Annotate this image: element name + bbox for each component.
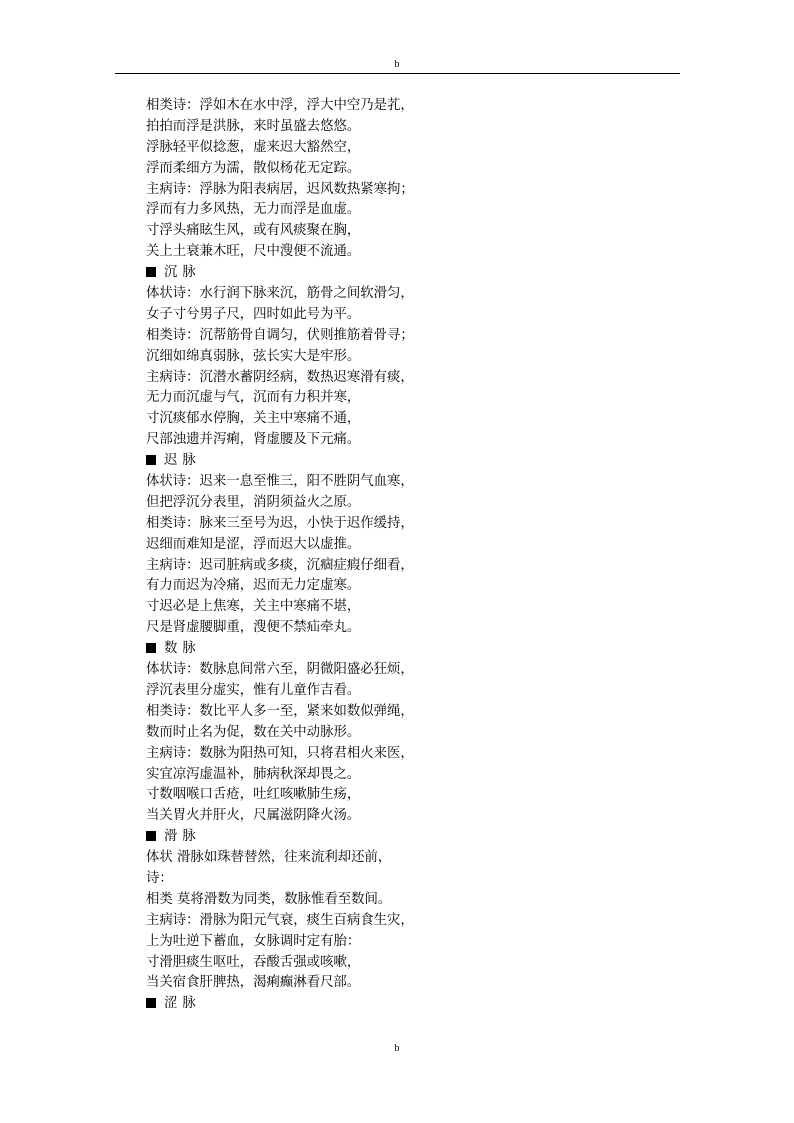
text-line: 寸滑胆痰生呕吐，吞酸舌强或咳嗽，: [146, 954, 361, 970]
text-line: 沉细如绵真弱脉，弦长实大是牢形。: [146, 348, 361, 364]
text-line: 体状诗：数脉息间常六至，阴微阳盛必狂烦，: [146, 662, 414, 678]
black-square-icon: [146, 831, 156, 841]
text-line: 浮脉轻平似捻葱，虚来迟大豁然空，: [146, 139, 361, 155]
text-line: 主病诗：浮脉为阳表病居，迟风数热紧寒拘；: [146, 181, 414, 197]
text-line: 浮而有力多风热，无力而浮是血虚。: [146, 202, 361, 218]
text-line: 主病诗：迟司脏病或多痰，沉痼症瘕仔细看，: [146, 557, 414, 573]
text-line: 迟细而难知是涩，浮而迟大以虚推。: [146, 536, 361, 552]
black-square-icon: [146, 643, 156, 653]
text-line: 相类诗：浮如木在水中浮，浮大中空乃是芤，: [146, 98, 414, 113]
text-line: 相类诗：脉来三至号为迟，小快于迟作缓持，: [146, 515, 414, 531]
text-line: 寸迟必是上焦寒，关主中寒痛不堪，: [146, 599, 361, 615]
section-heading: [146, 263, 706, 284]
text-line: 相类诗：数比平人多一至，紧来如数似弹绳，: [146, 703, 414, 719]
text-line: 主病诗：数脉为阳热可知，只将君相火来医，: [146, 745, 414, 761]
text-line: 体状诗：水行润下脉来沉，筋骨之间软滑匀，: [146, 286, 414, 302]
text-line: 上为吐逆下蓄血，女脉调时定有胎：: [146, 933, 361, 949]
text-line: 相类诗：沉帮筋骨自调匀，伏则推筋着骨寻；: [146, 327, 414, 343]
text-line: 寸浮头痛眩生风，或有风痰聚在胸，: [146, 223, 361, 239]
text-line: 当关宿食肝脾热，渴痢癫淋看尺部。: [146, 975, 361, 991]
text-line: 女子寸兮男子尺，四时如此号为平。: [146, 306, 361, 322]
section-heading-text: 沉脉: [164, 265, 201, 281]
text-line: 浮沉表里分虚实，惟有儿童作吉看。: [146, 682, 361, 698]
text-line: 拍拍而浮是洪脉，来时虽盛去悠悠。: [146, 118, 361, 134]
text-line: 体状诗：迟来一息至惟三，阳不胜阴气血寒，: [146, 474, 414, 490]
text-line: 寸数咽喉口舌疮，吐红咳嗽肺生疡，: [146, 787, 361, 803]
section-heading: [146, 827, 706, 848]
black-square-icon: [146, 455, 156, 465]
text-line: 相类 莫将滑数为同类，数脉惟看至数间。: [146, 891, 392, 907]
text-line: 体状 滑脉如珠替替然，往来流利却还前，: [146, 850, 392, 866]
text-line: 当关胃火并肝火，尺属滋阴降火汤。: [146, 808, 361, 824]
section-heading: [146, 994, 706, 1015]
text-line: 但把浮沉分表里，消阴须益火之原。: [146, 494, 361, 510]
text-line: 数而时止名为促，数在关中动脉形。: [146, 724, 361, 740]
page-header: b: [394, 59, 400, 70]
text-line: 浮而柔细方为濡，散似杨花无定踪。: [146, 160, 361, 176]
section-heading: [146, 639, 706, 660]
black-square-icon: [146, 267, 156, 277]
header-rule: [115, 73, 680, 74]
text-line: 有力而迟为冷痛，迟而无力定虚寒。: [146, 578, 361, 594]
black-square-icon: [146, 998, 156, 1008]
text-line: 实宜凉泻虚温补，肺病秋深却畏之。: [146, 766, 361, 782]
section-heading: [146, 451, 706, 472]
text-line: 关上土衰兼木旺，尺中溲便不流通。: [146, 244, 361, 260]
page-footer: b: [394, 1043, 400, 1054]
text-line: 尺部浊遗并泻痢，肾虚腰及下元痛。: [146, 432, 361, 448]
section-heading-text: 涩脉: [164, 996, 201, 1012]
section-heading-text: 滑脉: [164, 829, 201, 845]
document-body: [146, 96, 706, 1015]
text-line: 主病诗：滑脉为阳元气衰，痰生百病食生灾，: [146, 912, 414, 928]
section-heading-text: 迟脉: [164, 453, 201, 469]
section-heading-text: 数脉: [164, 641, 201, 657]
text-line: 尺是肾虚腰脚重，溲便不禁疝牵丸。: [146, 620, 361, 636]
text-line: 诗：: [146, 870, 173, 886]
text-line: 主病诗：沉潜水蓄阴经病，数热迟寒滑有痰，: [146, 369, 414, 385]
text-line: 无力而沉虚与气，沉而有力积并寒，: [146, 390, 361, 406]
text-line: 寸沉痰郁水停胸，关主中寒痛不通，: [146, 411, 361, 427]
